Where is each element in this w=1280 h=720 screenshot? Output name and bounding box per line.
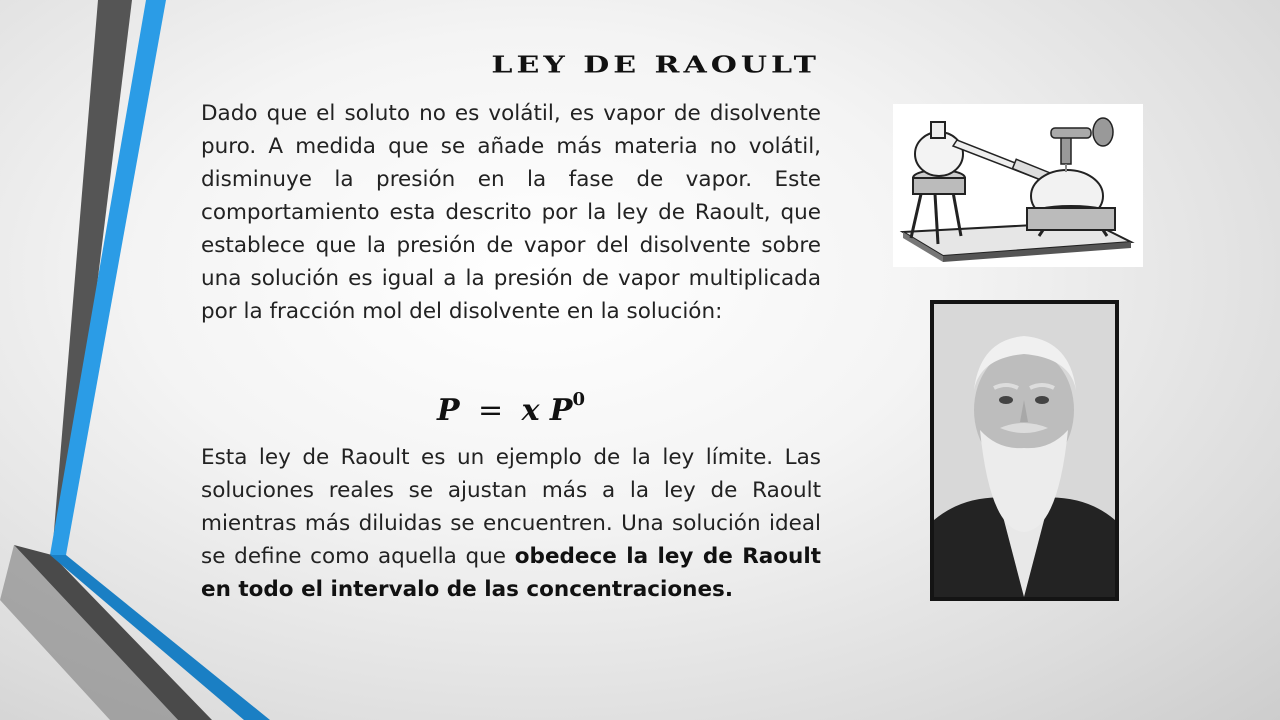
flask-icon xyxy=(893,104,1143,267)
formula-mole-fraction: x xyxy=(521,393,540,428)
formula-superscript: 0 xyxy=(572,389,586,410)
formula-lhs: P xyxy=(436,393,460,428)
raoult-portrait-image xyxy=(930,300,1119,601)
distillation-apparatus-image xyxy=(893,104,1143,267)
paragraph-limit-law xyxy=(201,441,821,606)
paragraph-limit-law-bold: obedece la ley de Raoult en todo el intervalo de las concentraciones. xyxy=(201,544,821,602)
raoult-formula xyxy=(201,382,821,433)
slide-title: LEY DE RAOULT xyxy=(491,51,820,79)
paragraph-limit-law-text: Esta ley de Raoult es un ejemplo de la ley límite. Las soluciones reales se ajustan más a la ley de Raoult mientras más diluidas se encuentren. Una solución ideal se define como aquella que xyxy=(201,445,821,569)
formula-equals: = xyxy=(477,393,504,428)
dark-stripe-upper xyxy=(52,0,132,555)
formula-pure-pressure: P xyxy=(549,393,573,428)
paragraph-raoult-intro: Dado que el soluto no es volátil, es vapor de disolvente puro. A medida que se añade más materia no volátil, disminuye la presión en la fase de vapor. Este comportamiento esta descrito por la ley de Raoult, que establece que la presión de vapor del disolvente sobre una solución es igual a la presión de vapor multiplicada por la fracción mol del disolvente en la solución: xyxy=(201,101,821,324)
portrait-icon xyxy=(930,300,1119,601)
